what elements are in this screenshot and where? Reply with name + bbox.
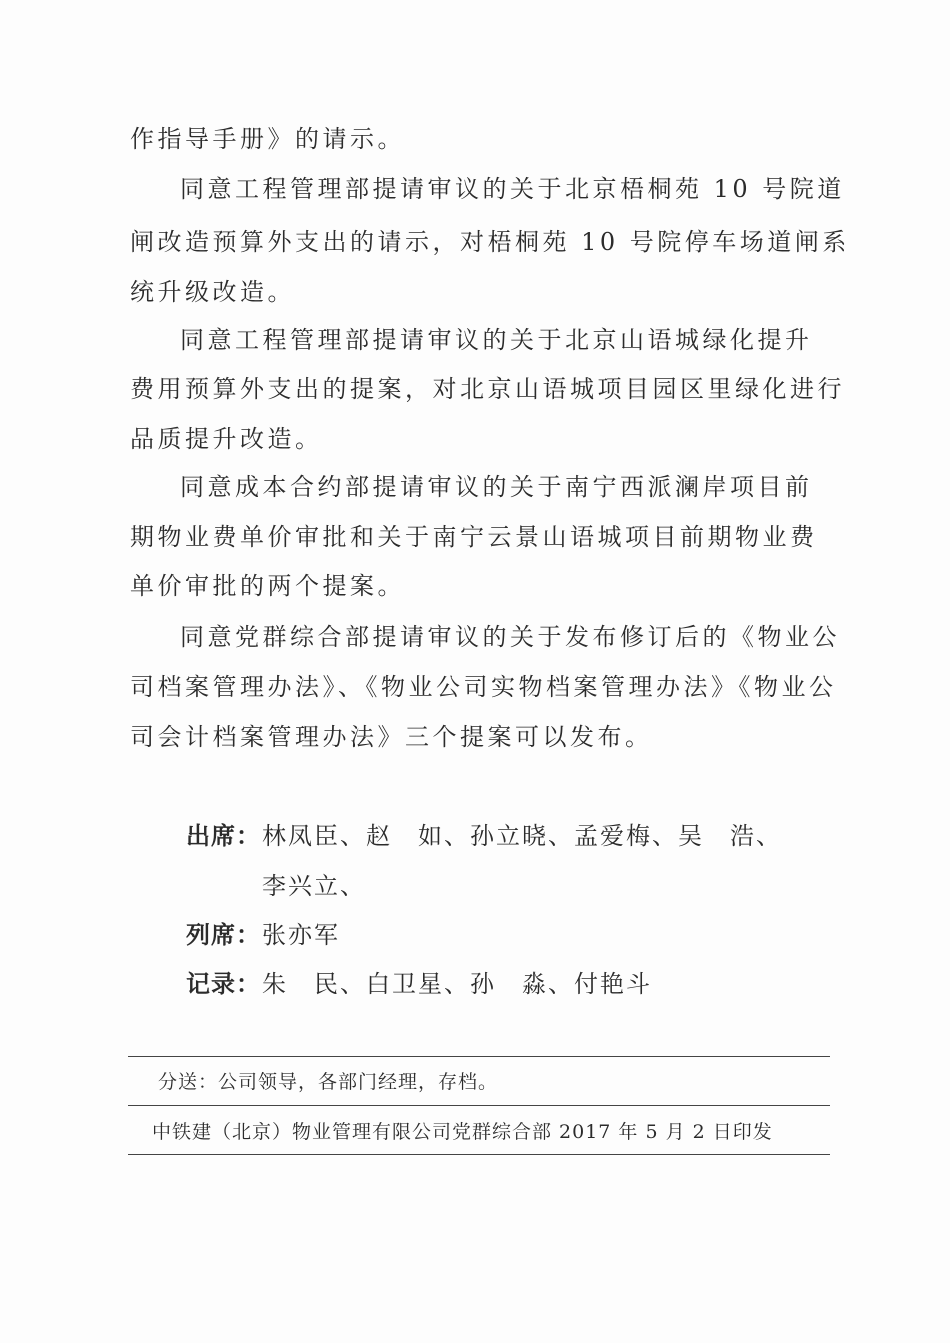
body-line: 单价审批的两个提案。: [130, 572, 405, 600]
footer-middle-rule: [128, 1105, 830, 1106]
distribution-line: 分送：公司领导，各部门经理，存档。: [158, 1071, 499, 1093]
body-line: 期物业费单价审批和关于南宁云景山语城项目前期物业费: [130, 523, 818, 551]
body-line: 品质提升改造。: [130, 425, 323, 453]
body-line: 闸改造预算外支出的请示，对梧桐苑 10 号院停车场道闸系: [130, 228, 850, 256]
recorder-label: 记录：: [186, 970, 261, 998]
present-names-continued: 李兴立、: [262, 872, 366, 900]
body-line: 统升级改造。: [130, 278, 295, 306]
observer-label: 列席：: [186, 921, 261, 949]
footer-top-rule: [128, 1056, 830, 1057]
body-line: 同意党群综合部提请审议的关于发布修订后的《物业公: [180, 623, 840, 651]
footer-bottom-rule: [128, 1154, 830, 1155]
body-line: 司档案管理办法》、《物业公司实物档案管理办法》《物业公: [130, 673, 837, 701]
body-line: 作指导手册》的请示。: [130, 125, 405, 153]
issuer-line: 中铁建（北京）物业管理有限公司党群综合部 2017 年 5 月 2 日印发: [152, 1121, 773, 1143]
present-label: 出席：: [186, 822, 261, 850]
present-names: 林凤臣、赵 如、孙立晓、孟爱梅、吴 浩、: [262, 822, 782, 850]
body-line: 同意成本合约部提请审议的关于南宁西派澜岸项目前: [180, 473, 813, 501]
body-line: 同意工程管理部提请审议的关于北京山语城绿化提升: [180, 326, 813, 354]
recorder-names: 朱 民、白卫星、孙 淼、付艳斗: [262, 970, 652, 998]
observer-name: 张亦军: [262, 921, 340, 949]
body-line: 司会计档案管理办法》三个提案可以发布。: [130, 723, 653, 751]
body-line: 同意工程管理部提请审议的关于北京梧桐苑 10 号院道: [180, 175, 845, 203]
body-line: 费用预算外支出的提案，对北京山语城项目园区里绿化进行: [130, 375, 845, 403]
